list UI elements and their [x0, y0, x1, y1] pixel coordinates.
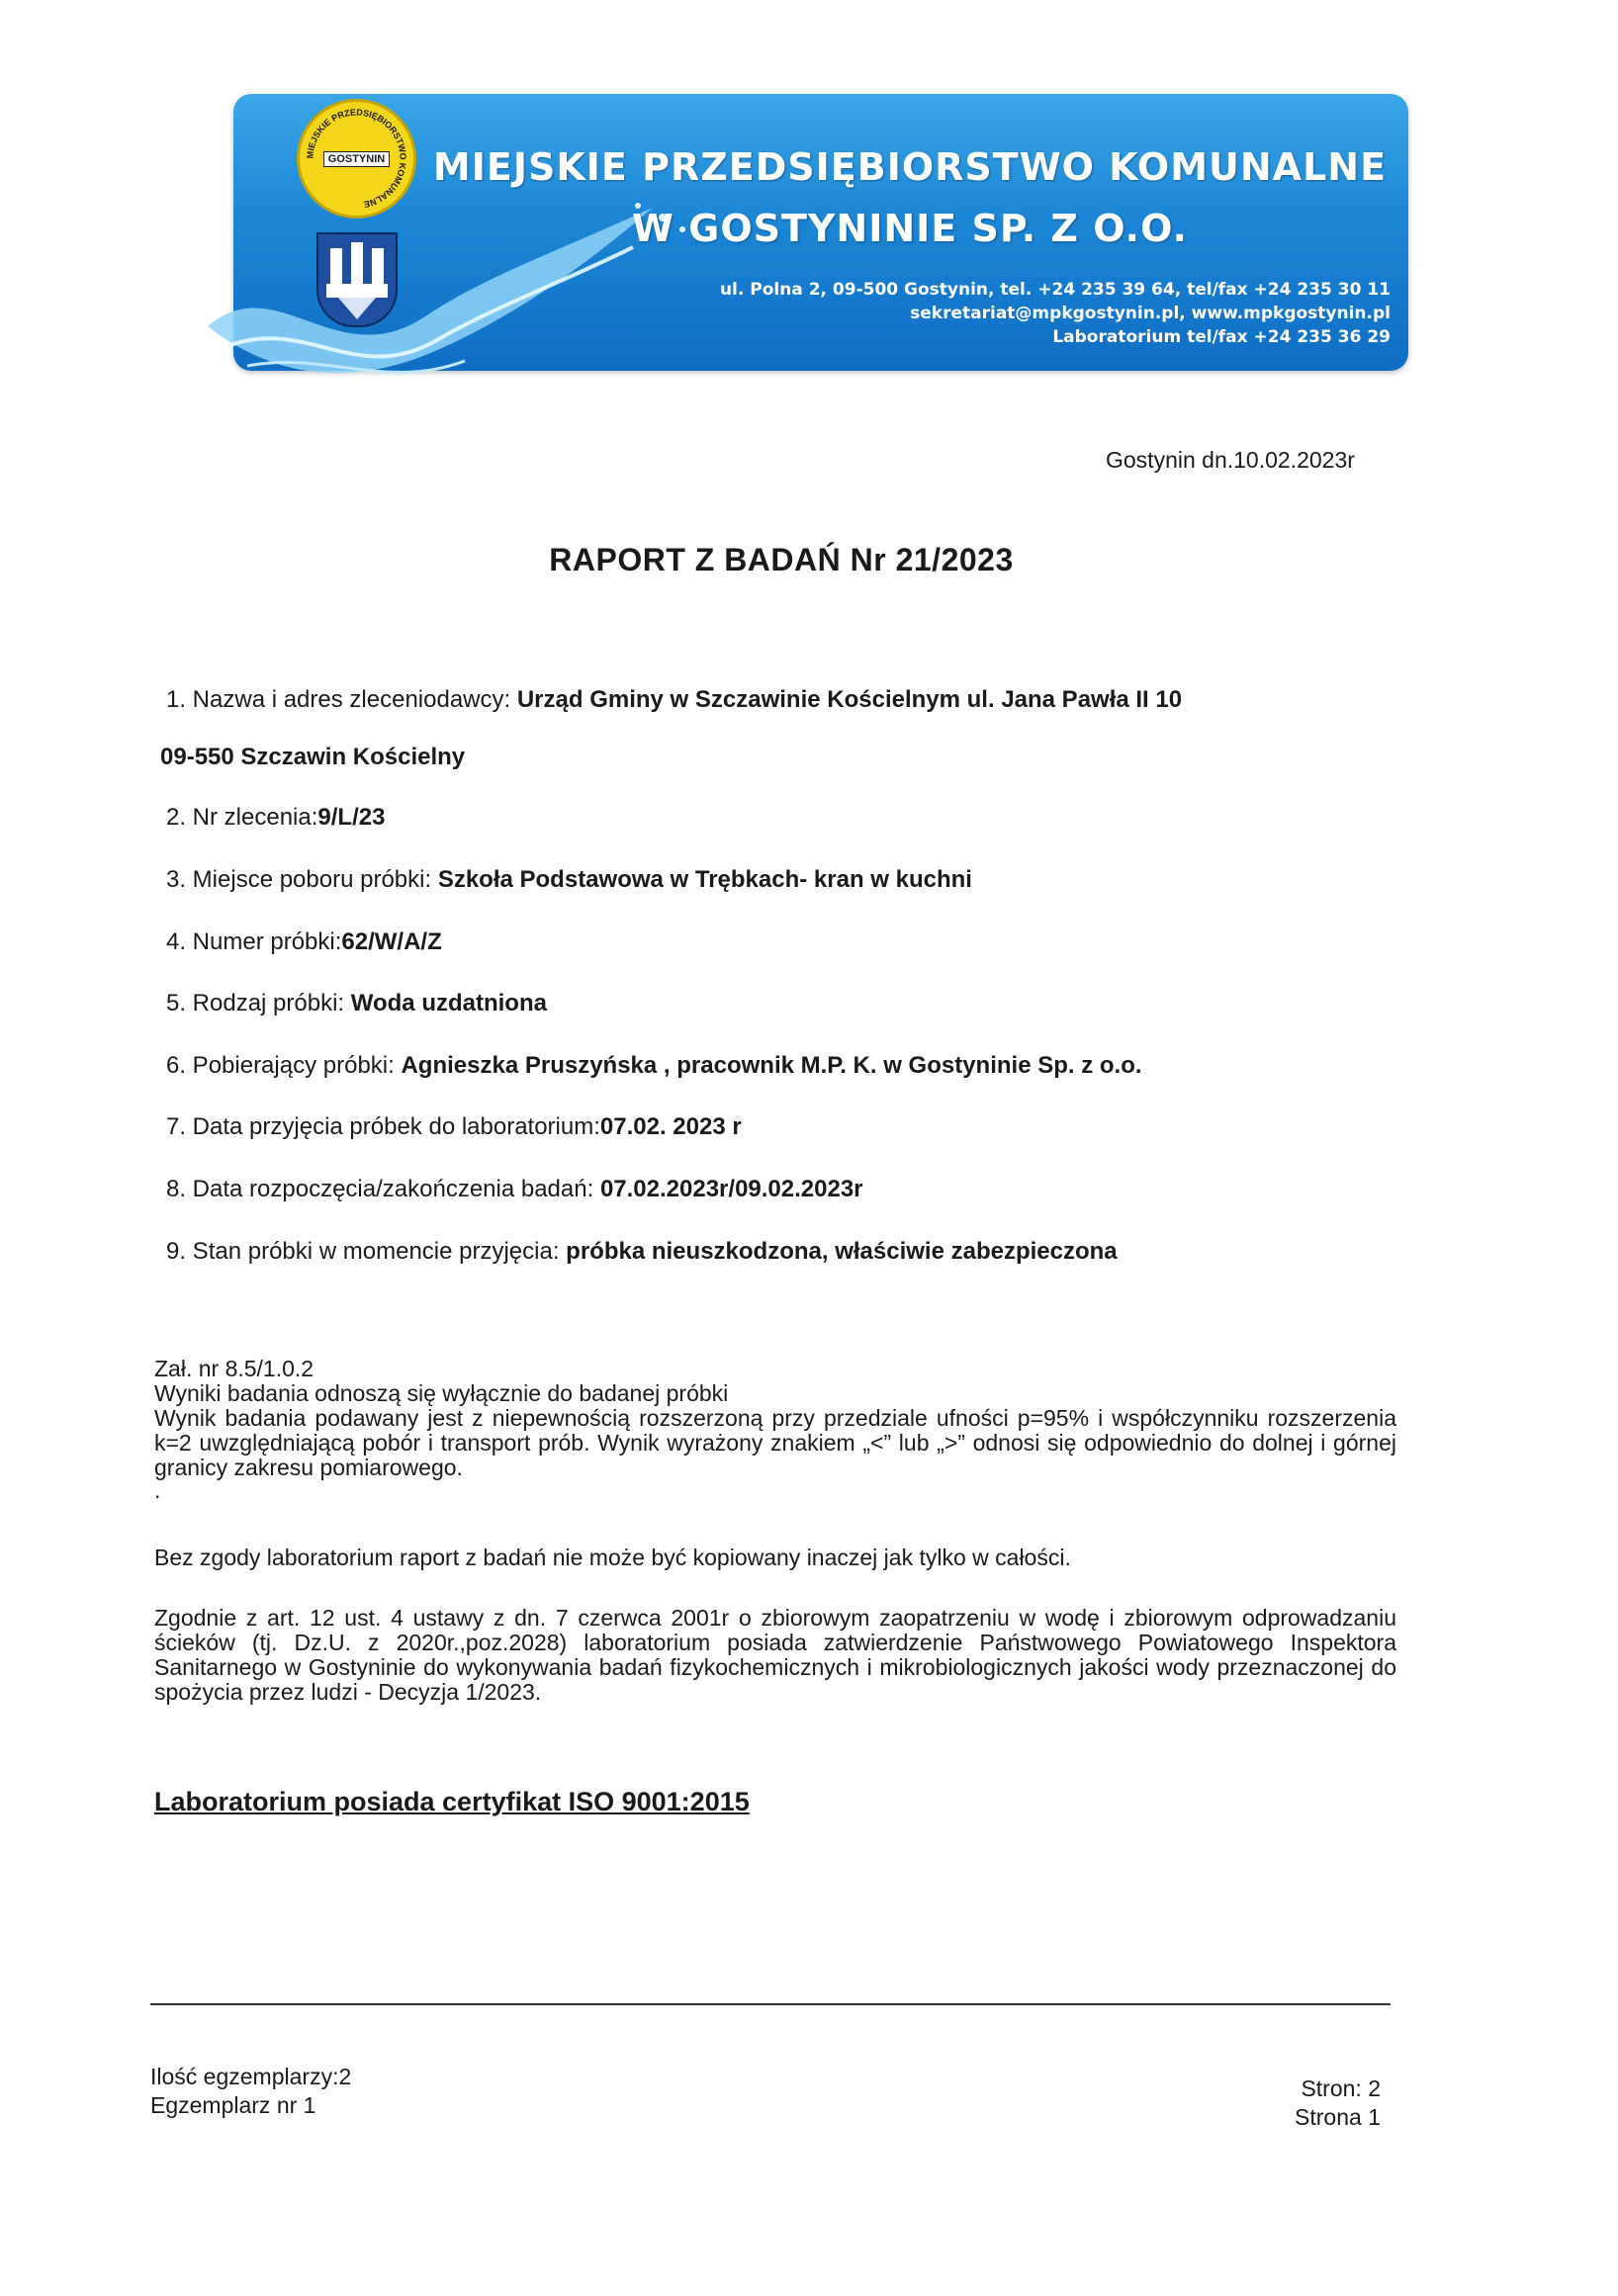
notes-block	[154, 1356, 1396, 1503]
page-number: Strona 1	[1295, 2104, 1381, 2130]
document-date: Gostynin dn.10.02.2023r	[1106, 447, 1355, 473]
logo-ring-text	[300, 102, 413, 216]
company-name	[415, 136, 1404, 259]
item-receipt-date: 7. Data przyjęcia próbek do laboratorium:07.02. 2023 r	[166, 1113, 742, 1140]
item-test-dates: 8. Data rozpoczęcia/zakończenia badań: 07.02.2023r/09.02.2023r	[166, 1176, 863, 1202]
copies-count: Ilość egzemplarzy:2	[150, 2064, 352, 2089]
item-sampler: 6. Pobierający próbki: Agnieszka Pruszyńska , pracownik M.P. K. w Gostyninie Sp. z o.o.	[166, 1052, 1142, 1079]
results-scope-note: Wyniki badania odnoszą się wyłącznie do badanej próbki	[154, 1380, 729, 1406]
footer-divider	[150, 2003, 1391, 2005]
logo-city-label: GOSTYNIN	[323, 151, 390, 167]
contact-email-web: sekretariat@mpkgostynin.pl, www.mpkgostynin.pl	[910, 304, 1391, 323]
item-client: 1. Nazwa i adres zleceniodawcy: Urząd Gminy w Szczawinie Kościelnym ul. Jana Pawła II 10	[166, 686, 1183, 713]
uncertainty-note: Wynik badania podawany jest z niepewnością rozszerzoną przy przedziale ufności p=95% i współczynniku rozszerzenia k=2 uwzględniającą pobór i transport prób. Wynik wyrażony znakiem „<” lub „>” odnosi się odpowiednio do dolnej i górnej granicy zakresu pomiarowego.	[154, 1405, 1396, 1480]
company-name-line2: W GOSTYNINIE SP. Z O.O.	[631, 207, 1188, 250]
accreditation-note: Zgodnie z art. 12 ust. 4 ustawy z dn. 7 czerwca 2001r o zbiorowym zaopatrzeniu w wodę i zbiorowym odprowadzaniu ścieków (tj. Dz.U. z 2020r.,poz.2028) laboratorium posiada zatwierdzenie Państwowego Powiatowego Inspektora Sanitarnego w Gostyninie do wykonywania badań fizykochemicznych i mikrobiologicznych jakości wody przeznaczonej do spożycia przez ludzi - Decyzja 1/2023.	[154, 1605, 1396, 1705]
item-sample-type: 5. Rodzaj próbki: Woda uzdatniona	[166, 990, 547, 1016]
city-crest-icon	[316, 232, 398, 327]
item-sampling-place: 3. Miejsce poboru próbki: Szkoła Podstawowa w Trębkach- kran w kuchni	[166, 866, 972, 893]
iso-certificate-statement: Laboratorium posiada certyfikat ISO 9001:2015	[154, 1787, 750, 1816]
page-count: Stron: 2	[1301, 2075, 1381, 2101]
item-sample-number: 4. Numer próbki:62/W/A/Z	[166, 928, 442, 955]
item-order-number: 2. Nr zlecenia:9/L/23	[166, 804, 386, 831]
copy-number: Egzemplarz nr 1	[150, 2092, 316, 2118]
copy-restriction-note: Bez zgody laboratorium raport z badań nie może być kopiowany inaczej jak tylko w całości.	[154, 1545, 1071, 1570]
footer-pagination	[1295, 2075, 1381, 2132]
company-contact	[720, 278, 1391, 349]
company-name-line1: MIEJSKIE PRZEDSIĘBIORSTWO KOMUNALNE	[432, 145, 1388, 189]
separator-dot: .	[154, 1477, 161, 1503]
svg-text:MIEJSKIE PRZEDSIĘBIORSTWO KOMU: MIEJSKIE PRZEDSIĘBIORSTWO KOMUNALNE	[305, 107, 408, 210]
attachment-number: Zał. nr 8.5/1.0.2	[154, 1356, 315, 1381]
contact-lab-phone: Laboratorium tel/fax +24 235 36 29	[1052, 327, 1391, 347]
company-logo	[297, 99, 416, 219]
footer-copies	[150, 2063, 351, 2120]
item-client-address-cont: 09-550 Szczawin Kościelny	[160, 744, 466, 770]
report-title: RAPORT Z BADAŃ Nr 21/2023	[549, 542, 1014, 577]
contact-address: ul. Polna 2, 09-500 Gostynin, tel. +24 235 39 64, tel/fax +24 235 30 11	[719, 280, 1391, 300]
item-sample-condition: 9. Stan próbki w momencie przyjęcia: próbka nieuszkodzona, właściwie zabezpieczona	[166, 1238, 1118, 1265]
